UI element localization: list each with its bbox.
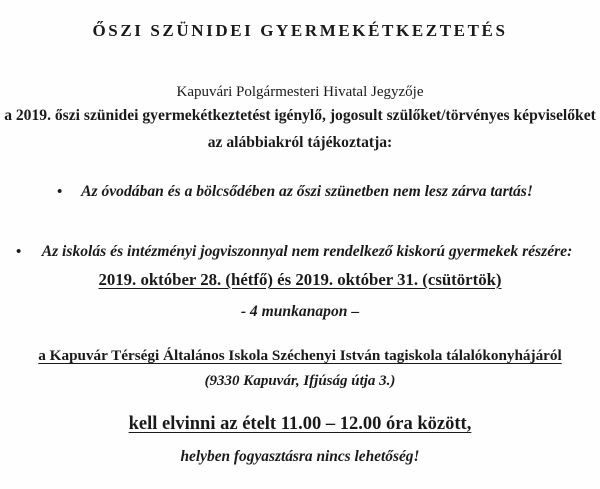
bullet-icon: •	[57, 184, 63, 200]
issuer-line: Kapuvári Polgármesteri Hivatal Jegyzője	[176, 84, 424, 100]
address-line: (9330 Kapuvár, Ifjúság útja 3.)	[204, 373, 396, 389]
bullet-item-school	[0, 243, 600, 261]
bullet-item-kindergarten-text: Az óvodában és a bölcsődében az őszi szünetben nem lesz zárva tartás!	[81, 183, 533, 200]
intro-line-1: a 2019. őszi szünidei gyermekétkeztetést igénylő, jogosult szülőket/törvényes képviselőket	[4, 107, 596, 124]
bullet-icon: •	[16, 244, 22, 260]
bullet-item-kindergarten	[0, 183, 600, 201]
intro-line-2: az alábbiakról tájékoztatja:	[207, 134, 393, 151]
document-title: ŐSZI SZÜNIDEI GYERMEKÉTKEZTETÉS	[92, 21, 508, 40]
no-onsite-consumption-note: helyben fogyasztásra nincs lehetőség!	[180, 448, 420, 465]
pickup-time-line: kell elvinni az ételt 11.00 – 12.00 óra között,	[128, 414, 472, 434]
dates-line: 2019. október 28. (hétfő) és 2019. október 31. (csütörtök)	[98, 270, 502, 289]
location-line: a Kapuvár Térségi Általános Iskola Széchenyi István tagiskola tálalókonyhájáról	[38, 347, 562, 364]
workdays-line: - 4 munkanapon –	[240, 303, 360, 320]
bullet-item-school-text: Az iskolás és intézményi jogviszonnyal nem rendelkező kiskorú gyermekek részére:	[41, 243, 573, 260]
